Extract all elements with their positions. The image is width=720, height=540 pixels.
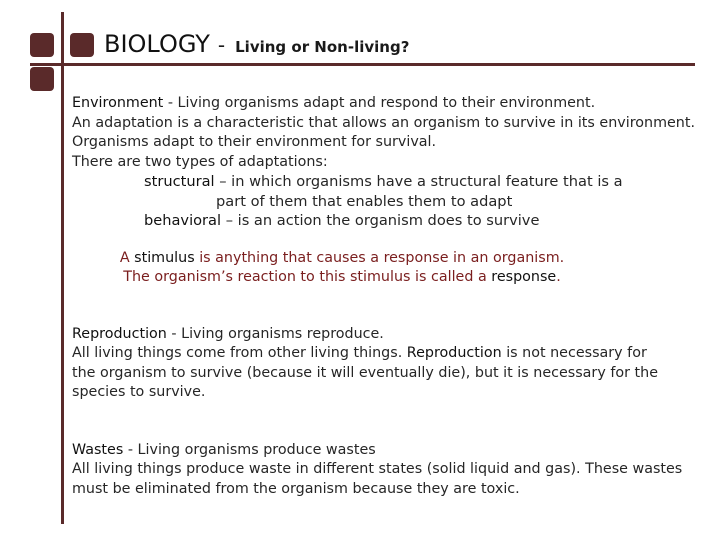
environment-line-4: There are two types of adaptations:	[72, 153, 328, 170]
slide-body	[72, 94, 702, 499]
structural-term: structural	[144, 173, 215, 190]
environment-heading	[72, 94, 702, 114]
spacer	[72, 403, 702, 441]
page-title	[104, 30, 409, 58]
decor-vertical-rule	[61, 12, 64, 524]
behavioral-line	[72, 211, 702, 231]
reproduction-line-2-post: is not necessary for	[501, 345, 647, 361]
wastes-heading	[72, 441, 702, 461]
title-subtitle: Living or Non-living?	[235, 38, 410, 56]
structural-line	[72, 172, 702, 192]
reproduction-lead: - Living organisms reproduce.	[166, 325, 384, 342]
reproduction-inline-term: Reproduction	[406, 345, 502, 361]
stimulus-term: stimulus	[134, 249, 195, 266]
stimulus-line	[72, 249, 612, 269]
reproduction-line-3: the organism to survive (because it will eventually die), but it is necessary for the	[72, 364, 658, 381]
stimulus-pre: A	[119, 249, 135, 266]
title-separator: -	[217, 33, 226, 57]
reproduction-heading	[72, 325, 702, 345]
response-post: .	[556, 269, 561, 285]
behavioral-text: – is an action the organism does to survive	[221, 212, 540, 229]
decor-square-bottom-left	[30, 67, 54, 91]
behavioral-term: behavioral	[144, 212, 222, 229]
response-pre: The organism’s reaction to this stimulus is called a	[123, 269, 492, 285]
wastes-term: Wastes	[72, 441, 124, 458]
title-main: BIOLOGY	[104, 30, 210, 58]
environment-line-2: An adaptation is a characteristic that allows an organism to survive in its environment.	[72, 114, 696, 131]
decor-square-top-right	[70, 33, 94, 57]
wastes-lead: - Living organisms produce wastes	[123, 441, 376, 458]
environment-line-3: Organisms adapt to their environment for survival.	[72, 134, 437, 150]
decor-square-top-left	[30, 33, 54, 57]
spacer	[72, 231, 702, 249]
structural-continuation: part of them that enables them to adapt	[216, 192, 513, 210]
response-line	[72, 268, 612, 288]
wastes-line-3: must be eliminated from the organism because they are toxic.	[72, 480, 520, 497]
reproduction-term: Reproduction	[72, 325, 167, 342]
structural-text: – in which organisms have a structural feature that is a	[214, 173, 623, 190]
reproduction-line-2	[72, 344, 702, 364]
environment-lead: - Living organisms adapt and respond to their environment.	[163, 95, 596, 111]
decor-horizontal-rule	[30, 63, 695, 66]
wastes-line-2: All living things produce waste in different states (solid liquid and gas). These wastes	[72, 461, 683, 477]
spacer	[72, 288, 702, 325]
response-term: response	[491, 269, 557, 285]
environment-term: Environment	[72, 95, 164, 111]
stimulus-post: is anything that causes a response in an organism.	[194, 249, 565, 266]
reproduction-line-2-pre: All living things come from other living things.	[72, 345, 407, 361]
reproduction-line-4: species to survive.	[72, 384, 206, 400]
